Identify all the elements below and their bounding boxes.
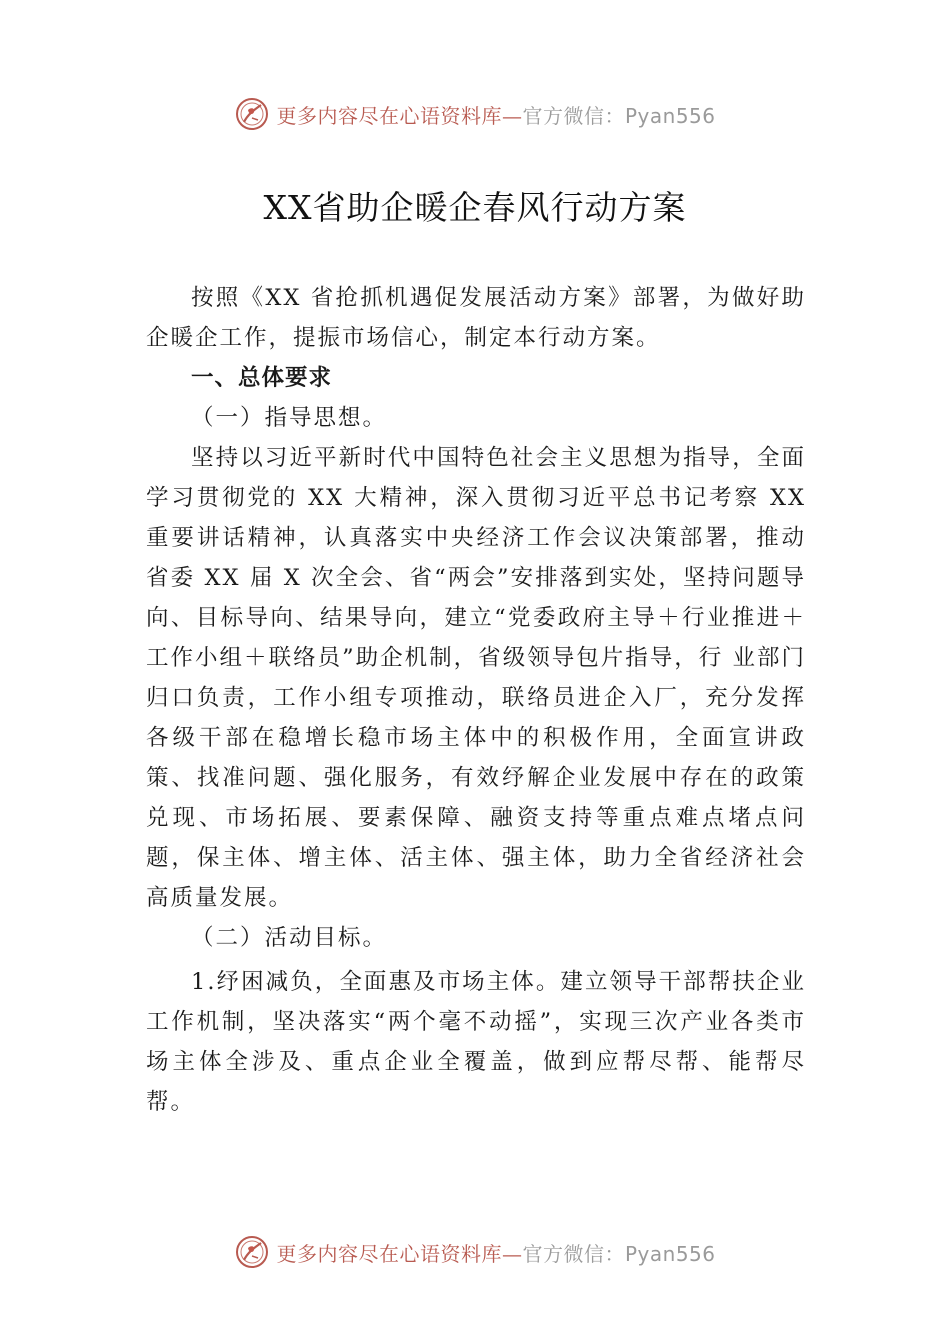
watermark-main-text: 更多内容尽在心语资料库— (276, 103, 523, 128)
rose-stamp-icon (234, 96, 270, 132)
footer-watermark (0, 1232, 950, 1272)
goal-item-paragraph: 1.纾困减负，全面惠及市场主体。建立领导干部帮扶企业工作机制，坚决落实“两个毫不动摇”，实现三次产业各类市场主体全涉及、重点企业全覆盖，做到应帮尽帮、能帮尽帮。 (146, 969, 806, 1115)
guiding-thought-paragraph: 坚持以习近平新时代中国特色社会主义思想为指导，全面学习贯彻党的 XX 大精神，深入贯彻习近平总书记考察 XX 重要讲话精神，认真落实中央经济工作会议决策部署，推动省委 XX 届 X 次全会、省“两会”安排落到实处，坚持问题导向、目标导向、结果导向，建立“党委政府主导＋行业推进＋工作小组＋联络员”助企机制，省级领导包片指导，行 业部门归口负责，工作小组专项推动，联络员进企入厂，充分发挥各级干部在稳增长稳市场主体中的积极作用，全面宣讲政策、找准问题、强化服务，有效纾解企业发展中存在的政策兑现、市场拓展、要素保障、融资支持等重点难点堵点问题，保主体、增主体、活主体、强主体，助力全省经济社会高质量发展。 (146, 445, 806, 911)
watermark-wechat-id: Pyan556 (624, 103, 716, 128)
header-watermark (0, 94, 950, 134)
watermark-text (276, 1238, 715, 1267)
section-heading: 一、总体要求 (191, 365, 333, 391)
watermark-wechat-id: Pyan556 (624, 1241, 716, 1266)
watermark-text (276, 100, 715, 129)
watermark-wechat-label: 官方微信： (522, 1241, 625, 1266)
watermark-main-text: 更多内容尽在心语资料库— (276, 1241, 523, 1266)
document-body (146, 278, 806, 1122)
subsection-heading: （一）指导思想。 (191, 405, 388, 431)
rose-stamp-icon (234, 1234, 270, 1270)
document-title: XX省助企暖企春风行动方案 (263, 188, 687, 227)
watermark-wechat-label: 官方微信： (522, 103, 625, 128)
intro-paragraph: 按照《XX 省抢抓机遇促发展活动方案》部署，为做好助企暖企工作，提振市场信心，制定本行动方案。 (146, 285, 806, 351)
subsection-heading: （二）活动目标。 (191, 925, 388, 951)
